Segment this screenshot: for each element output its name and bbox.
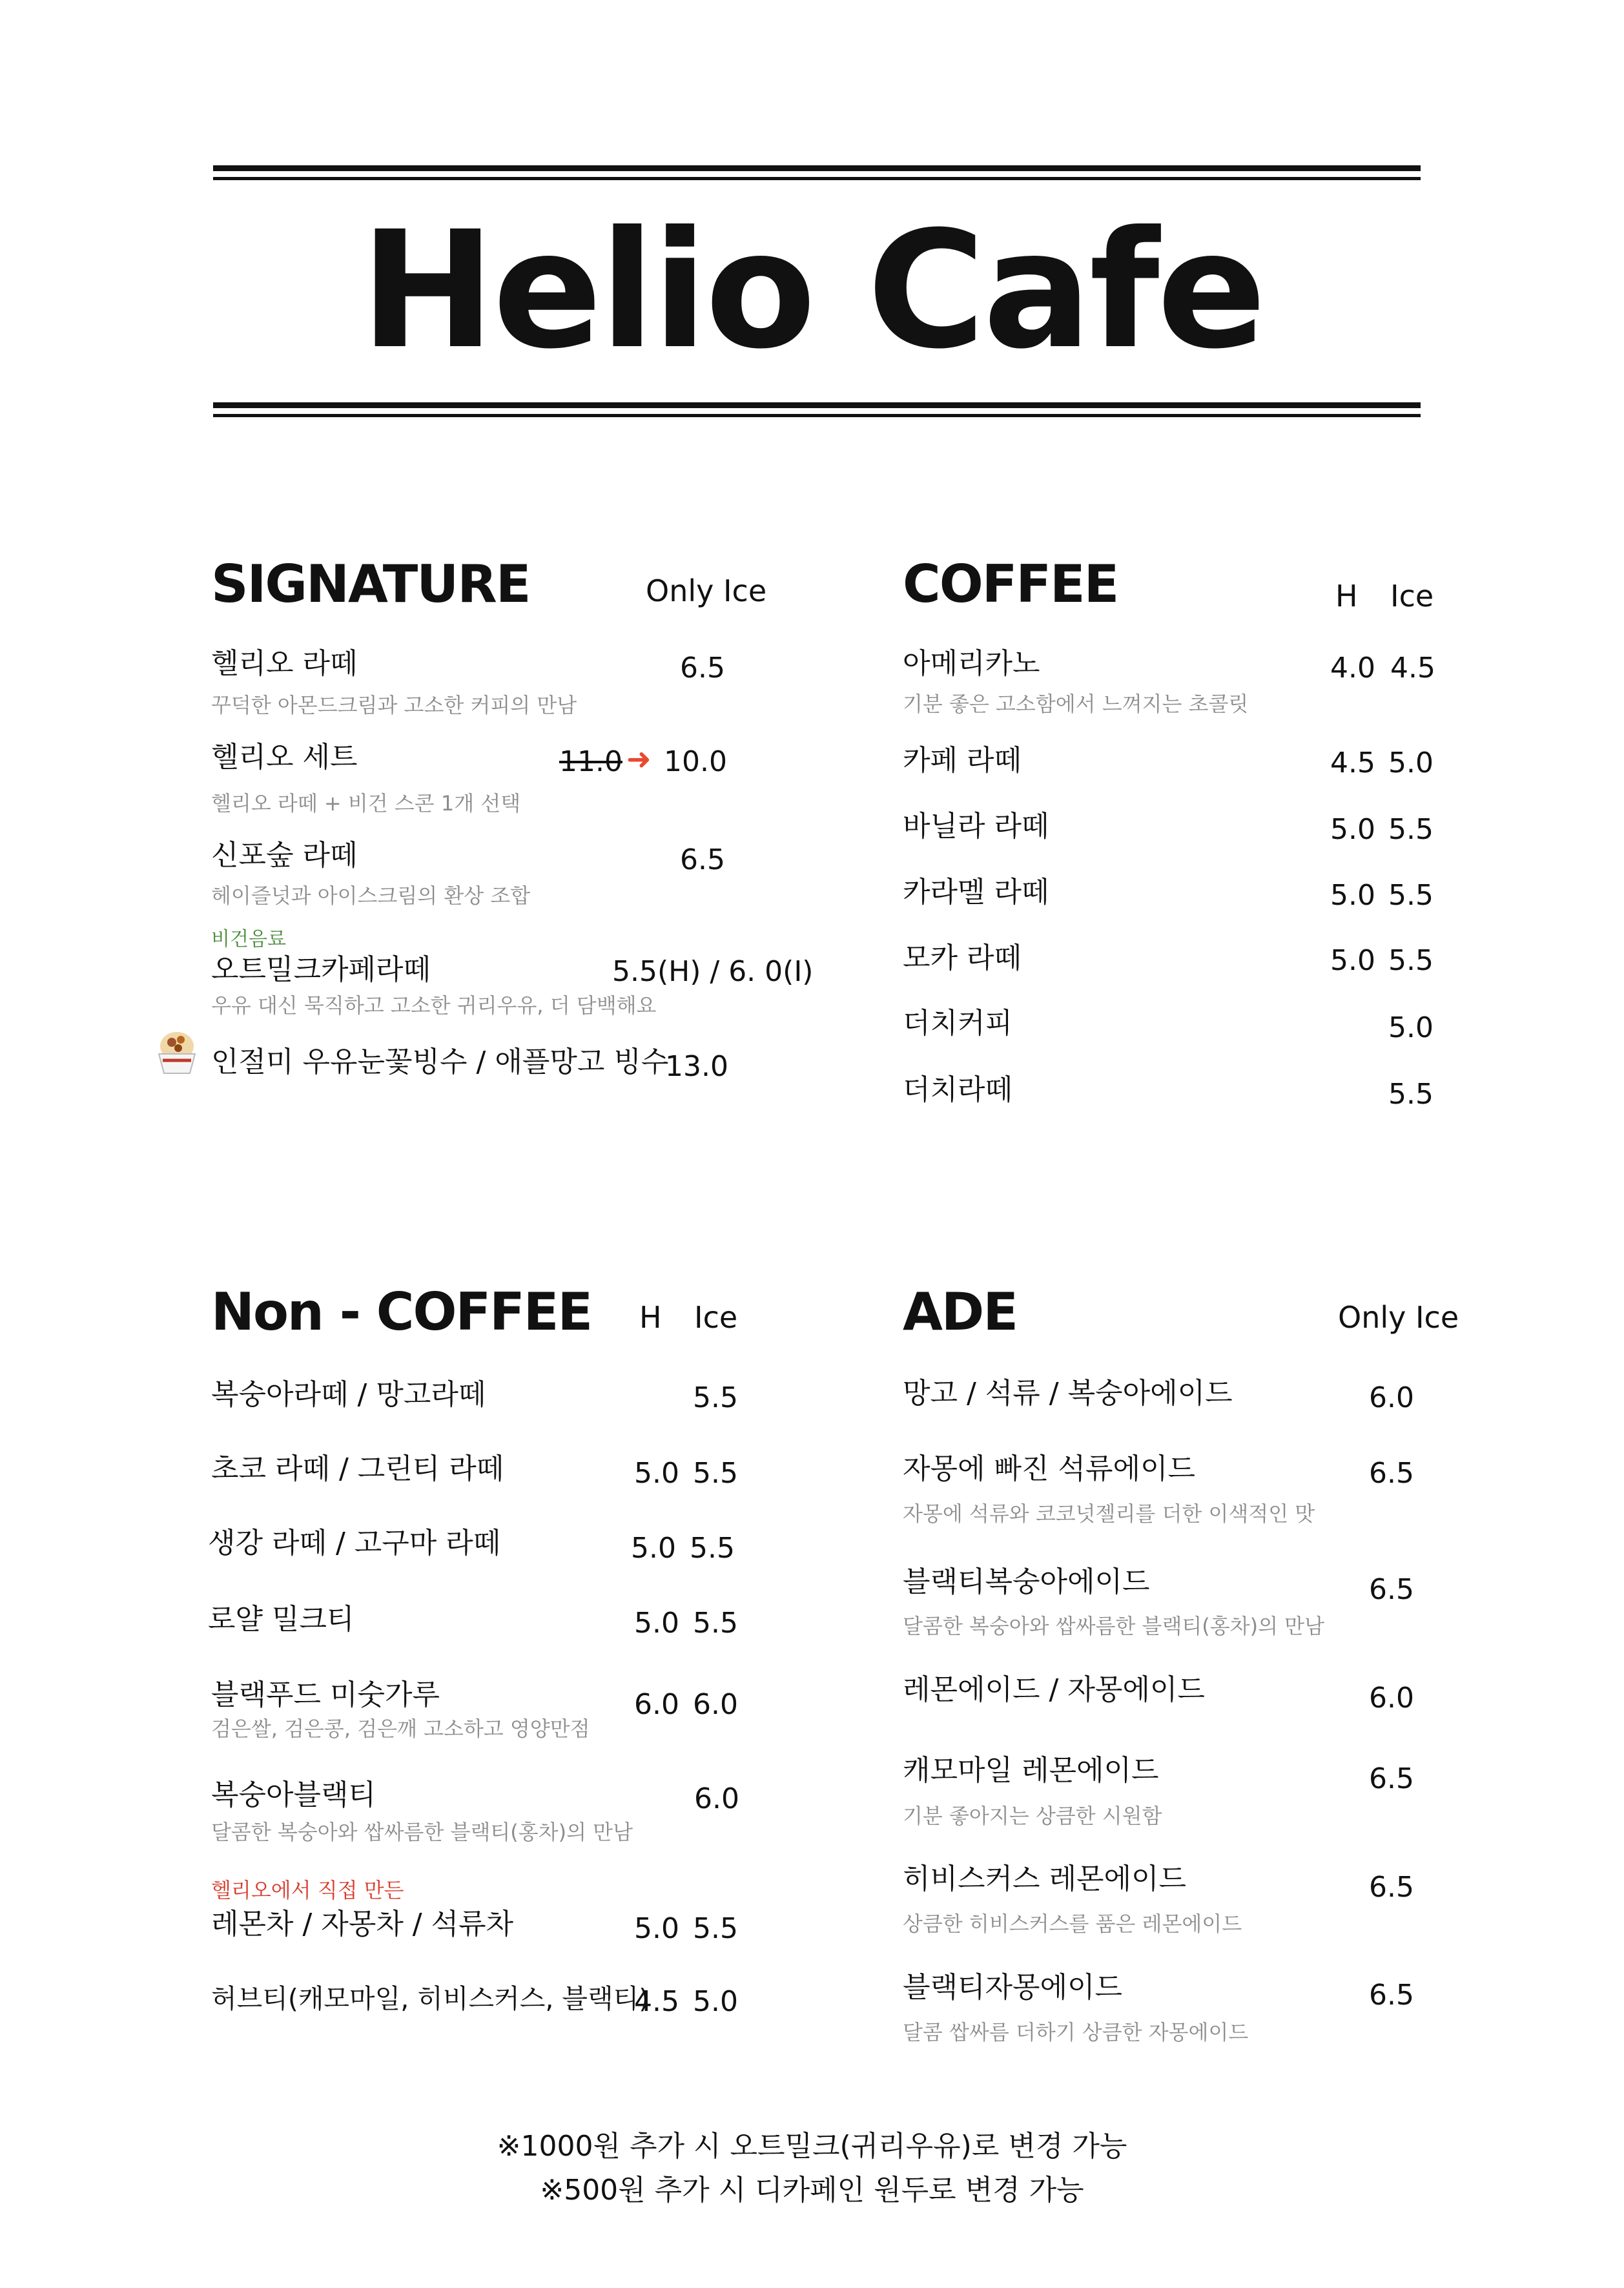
noncoffee-item-ice: 5.5 bbox=[693, 1381, 738, 1414]
coffee-item-h: 5.0 bbox=[1330, 944, 1375, 977]
ade-item-price: 6.5 bbox=[1369, 1457, 1414, 1490]
coffee-item-name: 더치라떼 bbox=[903, 1073, 1013, 1106]
noncoffee-item-h: 4.5 bbox=[634, 1985, 679, 2018]
coffee-item-name: 카페 라떼 bbox=[903, 744, 1022, 777]
homemade-tag: 헬리오에서 직접 만든 bbox=[211, 1878, 404, 1902]
signature-item-name: 오트밀크카페라떼 bbox=[211, 953, 431, 986]
ade-item-desc: 상큼한 히비스커스를 품은 레몬에이드 bbox=[903, 1912, 1242, 1936]
signature-item-price: 13.0 bbox=[665, 1050, 728, 1083]
noncoffee-item-name: 허브티(캐모마일, 히비스커스, 블랙티) bbox=[211, 1983, 650, 2014]
coffee-item-ice: 5.5 bbox=[1388, 1078, 1434, 1111]
noncoffee-item-ice: 6.0 bbox=[694, 1782, 739, 1815]
coffee-item-name: 카라멜 라떼 bbox=[903, 876, 1049, 909]
coffee-item-ice: 5.0 bbox=[1388, 1011, 1434, 1044]
coffee-item-name: 모카 라떼 bbox=[903, 942, 1022, 974]
ade-item-name: 자몽에 빠진 석류에이드 bbox=[903, 1452, 1196, 1485]
ade-item-name: 블랙티복숭아에이드 bbox=[903, 1565, 1150, 1598]
header-rule-top-1 bbox=[213, 165, 1421, 171]
signature-item-price: 6.5 bbox=[680, 652, 725, 685]
signature-item-desc: 헤이즐넛과 아이스크림의 환상 조합 bbox=[211, 883, 531, 908]
coffee-item-desc: 기분 좋은 고소함에서 느껴지는 초콜릿 bbox=[903, 692, 1249, 716]
signature-item-name: 헬리오 라떼 bbox=[211, 647, 358, 680]
coffee-item-ice: 5.5 bbox=[1388, 879, 1434, 912]
noncoffee-item-h: 5.0 bbox=[631, 1532, 676, 1565]
coffee-item-name: 아메리카노 bbox=[903, 647, 1040, 680]
signature-item-desc: 꾸덕한 아몬드크림과 고소한 커피의 만남 bbox=[211, 693, 577, 717]
signature-item-price: 5.5(H) / 6. 0(I) bbox=[612, 955, 814, 988]
signature-item-old-price: 11.0 bbox=[559, 745, 622, 778]
ade-item-name: 레몬에이드 / 자몽에이드 bbox=[903, 1673, 1205, 1706]
noncoffee-col-h: H bbox=[639, 1300, 662, 1335]
noncoffee-item-name: 레몬차 / 자몽차 / 석류차 bbox=[211, 1908, 514, 1941]
noncoffee-item-h: 6.0 bbox=[634, 1688, 679, 1721]
coffee-item-h: 5.0 bbox=[1330, 813, 1375, 846]
coffee-item-name: 바닐라 라떼 bbox=[903, 810, 1049, 843]
vegan-tag: 비건음료 bbox=[211, 928, 286, 951]
signature-col-only-ice: Only Ice bbox=[646, 573, 767, 608]
noncoffee-title: Non - COFFEE bbox=[211, 1282, 592, 1342]
ade-item-desc: 자몽에 석류와 코코넛젤리를 더한 이색적인 맛 bbox=[903, 1501, 1315, 1526]
signature-title: SIGNATURE bbox=[211, 554, 530, 614]
noncoffee-item-ice: 6.0 bbox=[693, 1688, 738, 1721]
noncoffee-item-name: 복숭아블랙티 bbox=[211, 1778, 376, 1811]
noncoffee-item-h: 5.0 bbox=[634, 1607, 679, 1640]
page-title: Helio Cafe bbox=[360, 196, 1264, 384]
signature-item-name: 신포숲 라떼 bbox=[211, 839, 358, 872]
signature-item-price: 6.5 bbox=[680, 843, 725, 876]
ade-item-price: 6.0 bbox=[1369, 1682, 1414, 1715]
ade-item-name: 블랙티자몽에이드 bbox=[903, 1971, 1123, 2004]
coffee-col-h: H bbox=[1335, 579, 1358, 613]
noncoffee-item-h: 5.0 bbox=[634, 1912, 679, 1945]
ade-item-price: 6.5 bbox=[1369, 1979, 1414, 2012]
ade-item-name: 캐모마일 레몬에이드 bbox=[903, 1754, 1159, 1787]
coffee-item-ice: 5.0 bbox=[1388, 747, 1434, 779]
ade-item-name: 히비스커스 레몬에이드 bbox=[903, 1862, 1187, 1895]
signature-item-name: 헬리오 세트 bbox=[211, 741, 358, 774]
signature-item-name: 인절미 우유눈꽃빙수 / 애플망고 빙수 bbox=[211, 1046, 669, 1078]
noncoffee-item-ice: 5.5 bbox=[693, 1457, 738, 1490]
noncoffee-item-name: 생강 라떼 / 고구마 라떼 bbox=[208, 1527, 501, 1560]
noncoffee-item-name: 블랙푸드 미숫가루 bbox=[211, 1678, 440, 1711]
signature-item-desc: 우유 대신 묵직하고 고소한 귀리우유, 더 담백해요 bbox=[211, 993, 657, 1018]
coffee-item-ice: 5.5 bbox=[1388, 813, 1434, 846]
coffee-item-h: 4.5 bbox=[1330, 747, 1375, 779]
ade-item-desc: 달콤한 복숭아와 쌉싸름한 블랙티(홍차)의 만남 bbox=[903, 1614, 1324, 1638]
signature-item-desc: 헬리오 라떼 + 비건 스콘 1개 선택 bbox=[211, 791, 521, 816]
footer-note-decaf: ※500원 추가 시 디카페인 원두로 변경 가능 bbox=[540, 2174, 1084, 2207]
noncoffee-item-ice: 5.5 bbox=[690, 1532, 735, 1565]
footer-note-oatmilk: ※1000원 추가 시 오트밀크(귀리우유)로 변경 가능 bbox=[497, 2130, 1127, 2163]
ade-item-price: 6.0 bbox=[1369, 1381, 1414, 1414]
coffee-item-ice: 4.5 bbox=[1390, 652, 1435, 685]
ade-col-only-ice: Only Ice bbox=[1338, 1300, 1459, 1335]
bingsu-icon bbox=[154, 1027, 200, 1078]
ade-item-desc: 기분 좋아지는 상큼한 시원함 bbox=[903, 1804, 1162, 1828]
coffee-item-h: 4.0 bbox=[1330, 652, 1375, 685]
coffee-item-h: 5.0 bbox=[1330, 879, 1375, 912]
ade-item-desc: 달콤 쌉싸름 더하기 상큼한 자몽에이드 bbox=[903, 2020, 1249, 2045]
noncoffee-item-ice: 5.5 bbox=[693, 1607, 738, 1640]
coffee-item-ice: 5.5 bbox=[1388, 944, 1434, 977]
signature-item-price: 10.0 bbox=[664, 745, 727, 778]
ade-item-name: 망고 / 석류 / 복숭아에이드 bbox=[903, 1377, 1233, 1410]
coffee-title: COFFEE bbox=[903, 554, 1118, 614]
ade-item-price: 6.5 bbox=[1369, 1573, 1414, 1606]
coffee-col-ice: Ice bbox=[1390, 579, 1434, 613]
noncoffee-item-name: 복숭아라떼 / 망고라떼 bbox=[211, 1378, 486, 1411]
noncoffee-item-desc: 검은쌀, 검은콩, 검은깨 고소하고 영양만점 bbox=[211, 1716, 590, 1741]
noncoffee-item-desc: 달콤한 복숭아와 쌉싸름한 블랙티(홍차)의 만남 bbox=[211, 1820, 633, 1844]
header-rule-top-2 bbox=[213, 177, 1421, 180]
noncoffee-item-name: 로얄 밀크티 bbox=[208, 1603, 355, 1636]
ade-item-price: 6.5 bbox=[1369, 1762, 1414, 1795]
ade-title: ADE bbox=[903, 1282, 1017, 1342]
noncoffee-item-ice: 5.0 bbox=[693, 1985, 738, 2018]
arrow-right-icon: ➜ bbox=[626, 741, 652, 776]
header-rule-bottom-2 bbox=[213, 414, 1421, 417]
noncoffee-item-name: 초코 라떼 / 그린티 라떼 bbox=[211, 1452, 504, 1485]
noncoffee-col-ice: Ice bbox=[694, 1300, 738, 1335]
header-rule-bottom-1 bbox=[213, 402, 1421, 408]
noncoffee-item-h: 5.0 bbox=[634, 1457, 679, 1490]
ade-item-price: 6.5 bbox=[1369, 1871, 1414, 1904]
noncoffee-item-ice: 5.5 bbox=[693, 1912, 738, 1945]
coffee-item-name: 더치커피 bbox=[903, 1007, 1013, 1040]
